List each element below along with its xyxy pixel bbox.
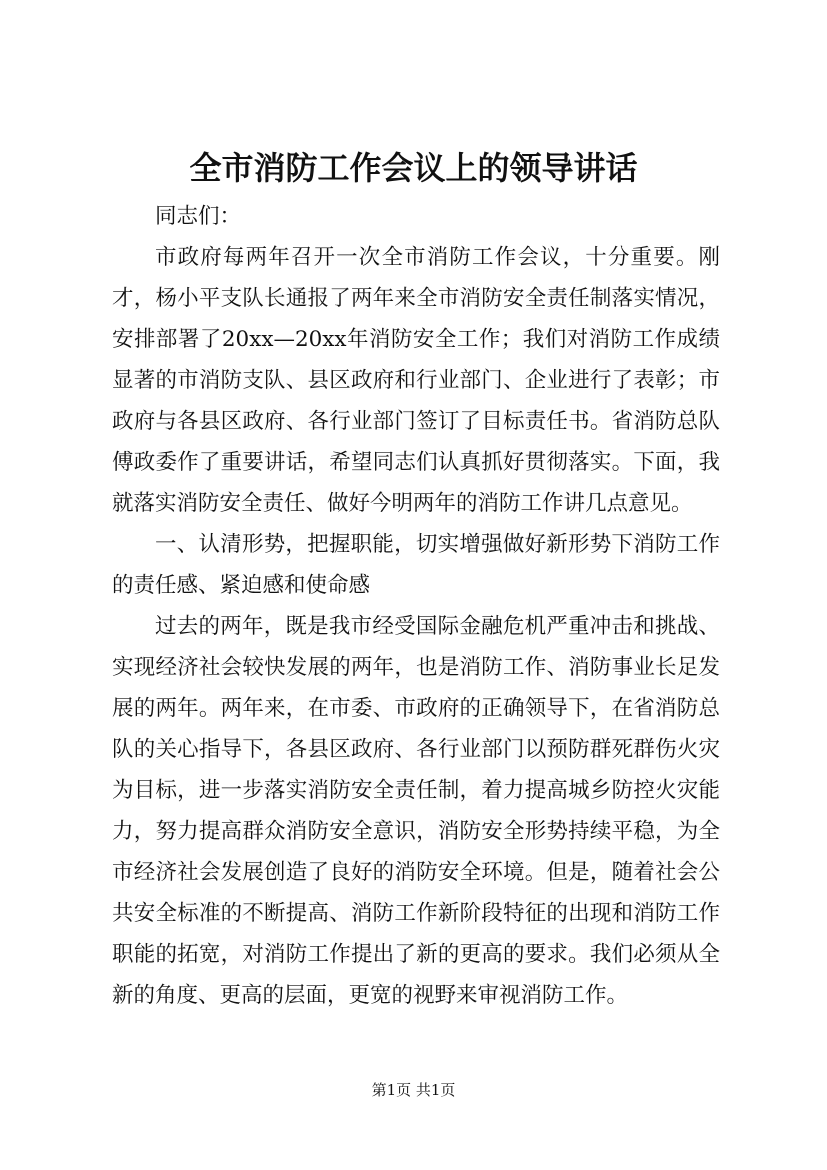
page-number-footer: 第1页 共1页 [371,1081,456,1099]
section-heading-paragraph: 一、认清形势，把握职能，切实增强做好新形势下消防工作的责任感、紧迫感和使命感 [112,532,720,598]
document-title: 全市消防工作会议上的领导讲话 [189,149,638,187]
body-paragraph: 过去的两年，既是我市经受国际金融危机严重冲击和挑战、实现经济社会较快发展的两年，也是消防工作、消防事业长足发展的两年。两年来，在市委、市政府的正确领导下，在省消防总队的关心指导下，各县区政府、各行业部门以预防群死群伤火灾为目标，进一步落实消防安全责任制，着力提高城乡防控火灾能力，努力提高群众消防安全意识，消防安全形势持续平稳，为全市经济社会发展创造了良好的消防安全环境。但是，随着社会公共安全标准的不断提高、消防工作新阶段特征的出现和消防工作职能的拓宽，对消防工作提出了新的更高的要求。我们必须从全新的角度、更高的层面，更宽的视野来审视消防工作。 [112,614,720,1008]
salutation-paragraph: 同志们： [155,204,242,229]
intro-paragraph: 市政府每两年召开一次全市消防工作会议，十分重要。刚才，杨小平支队长通报了两年来全市消防安全责任制落实情况，安排部署了20xx—20xx年消防安全工作；我们对消防工作成绩显著的市消防支队、县区政府和行业部门、企业进行了表彰；市政府与各县区政府、各行业部门签订了目标责任书。省消防总队傅政委作了重要讲话，希望同志们认真抓好贯彻落实。下面，我就落实消防安全责任、做好今明两年的消防工作讲几点意见。 [112,245,720,516]
document-body [112,196,720,1016]
